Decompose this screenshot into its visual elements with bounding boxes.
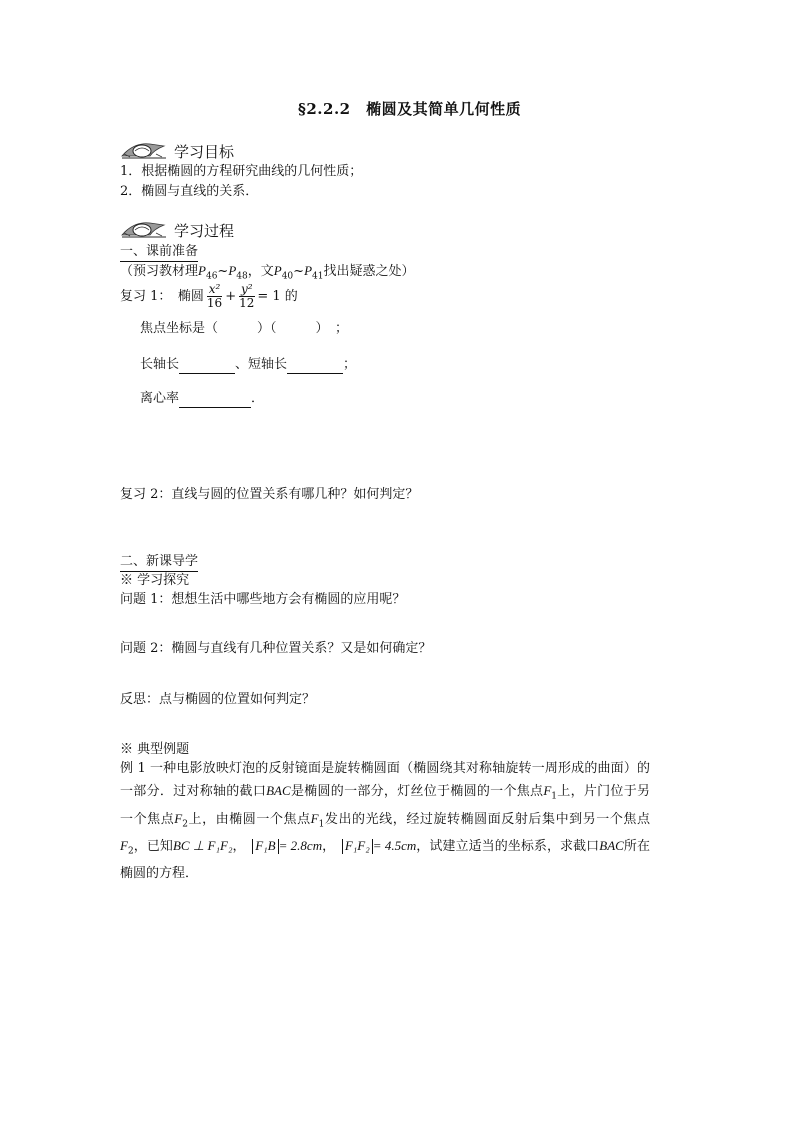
focus-f2-b: F — [120, 838, 128, 854]
goal-item-1: 1．根据椭圆的方程研究曲线的几何性质； — [120, 164, 363, 179]
review2-line: 复习 2：直线与圆的位置关系有哪几种？如何判定？ — [120, 487, 419, 502]
process-heading — [120, 219, 234, 239]
goals-heading — [120, 140, 234, 160]
preview-suffix: 找出疑惑之处） — [323, 264, 415, 279]
preview-p2: P — [228, 263, 237, 278]
focus-f1-a: F — [543, 783, 552, 798]
frac2-num: y² — [240, 282, 253, 296]
goal-item-2: 2．椭圆与直线的关系． — [120, 184, 259, 199]
example-text-f: ，已知 — [133, 839, 173, 855]
example-text-h: ， — [322, 839, 329, 855]
example-text-g: ， — [232, 839, 240, 855]
preview-prefix: （预习教材理 — [120, 264, 199, 279]
example-text-d: 上，由椭圆一个焦点 — [187, 811, 311, 827]
part2-heading: 二、新课导学 — [120, 553, 198, 572]
process-heading-text: 学习过程 — [174, 222, 235, 240]
page-title: §2.2.2 椭圆及其简单几何性质 — [298, 100, 522, 118]
abs-f1b — [252, 839, 278, 854]
focus-f1-a-sub: 1 — [551, 791, 557, 802]
perpendicular-relation: BC ⊥ F₁F₂ — [172, 838, 233, 854]
axis-line — [140, 356, 356, 374]
f1f2-value: = 4.5cm — [372, 838, 417, 854]
review1-prefix: 复习 1： 椭圆 — [120, 288, 204, 304]
question-1: 问题 1：想想生活中哪些地方会有椭圆的应用呢？ — [120, 592, 406, 607]
frac1-den: 16 — [206, 296, 223, 310]
focus-f2-a: F — [174, 810, 183, 826]
focus-f2-b-sub: 2 — [127, 846, 134, 857]
f1b-value: = 2.8cm — [278, 838, 323, 854]
example-text-e: 发出的光线，经过旋转椭圆面反射后集中到另一个焦点 — [324, 811, 650, 827]
preview-p4-sub: 41 — [312, 271, 324, 282]
focus-f2-a-sub: 2 — [182, 819, 188, 830]
preview-p2-sub: 48 — [236, 271, 248, 282]
preview-p4: P — [304, 263, 313, 278]
bac-label-1: BAC — [266, 783, 291, 798]
focus-f1-b: F — [310, 810, 319, 826]
preview-tilde-1: ~ — [217, 264, 229, 279]
example-text-c: 上，片门位于另一个焦点 — [120, 784, 650, 827]
focus-f1-b-sub: 1 — [318, 819, 325, 830]
example-text-a: 例 1 一种电影放映灯泡的反射镜面是旋转椭圆面（椭圆绕其对称轴旋转一周形成的曲面）的一部分．过对称轴的截口 — [120, 761, 650, 799]
abs-f1f2 — [342, 839, 373, 854]
example-text-i: ，试建立适当的坐标系，求截口 — [416, 839, 600, 855]
minor-axis-label: 、短轴长 — [235, 357, 288, 372]
fraction-x — [205, 283, 224, 310]
major-axis-blank[interactable] — [179, 359, 235, 374]
examples-heading: ※ 典型例题 — [120, 742, 190, 757]
preview-p1: P — [198, 263, 206, 278]
preview-p1-sub: 46 — [205, 271, 218, 282]
equation-tail: = 1 的 — [257, 288, 298, 304]
preview-tilde-2: ~ — [293, 264, 305, 279]
preview-p3: P — [273, 263, 282, 278]
frac1-num: x² — [208, 282, 221, 296]
example-text-j: 所在椭圆的方程． — [120, 839, 650, 881]
f1b-label: F₁B — [255, 838, 276, 854]
example-text-b: 是椭圆的一部分，灯丝位于椭圆的一个焦点 — [290, 784, 544, 799]
minor-axis-blank[interactable] — [287, 359, 343, 374]
study-section-icon — [120, 140, 168, 160]
reflection: 反思：点与椭圆的位置如何判定？ — [120, 692, 316, 707]
eccentricity-line — [140, 390, 264, 408]
bac-label-2: BAC — [599, 838, 624, 854]
explore-heading: ※ 学习探究 — [120, 573, 190, 588]
period: ． — [251, 391, 265, 406]
part1-heading: 一、课前准备 — [120, 243, 198, 262]
preview-p3-sub: 40 — [281, 271, 294, 282]
fraction-y — [237, 283, 256, 310]
preview-mid: ，文 — [247, 264, 274, 279]
semicolon: ； — [343, 357, 357, 372]
focus-line: 焦点坐标是（ ）（ ） ； — [140, 321, 349, 336]
frac2-den: 12 — [239, 296, 255, 310]
eccentricity-blank[interactable] — [179, 393, 251, 408]
review1-line — [120, 283, 298, 310]
eccentricity-label: 离心率 — [140, 391, 180, 406]
question-2: 问题 2：椭圆与直线有几种位置关系？又是如何确定？ — [120, 641, 432, 656]
example-1-paragraph — [120, 758, 650, 885]
study-section-icon — [120, 219, 168, 239]
plus-sign: + — [225, 288, 237, 304]
f1f2-label: F₁F₂ — [344, 838, 370, 854]
major-axis-label: 长轴长 — [140, 357, 180, 372]
goals-heading-text: 学习目标 — [174, 143, 235, 161]
